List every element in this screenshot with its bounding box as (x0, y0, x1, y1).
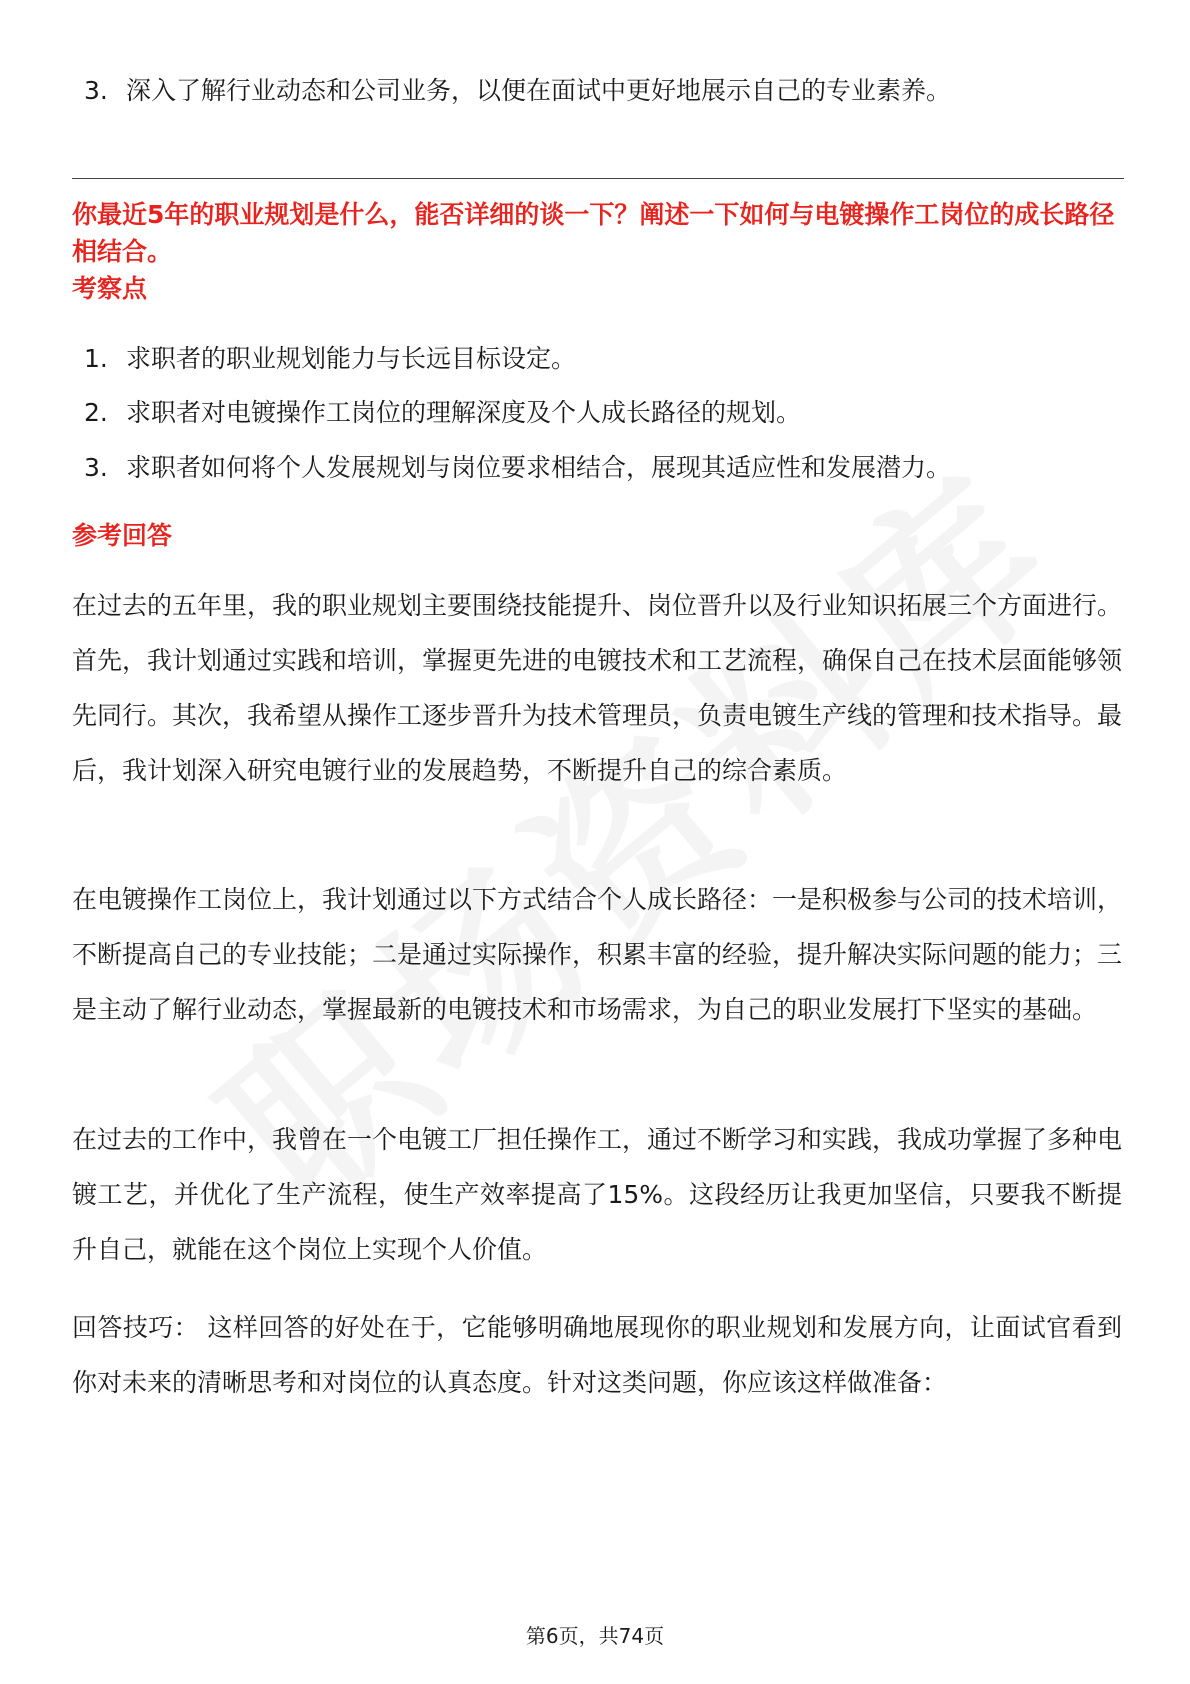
list-text: 深入了解行业动态和公司业务，以便在面试中更好地展示自己的专业素养。 (126, 76, 952, 105)
list-number: 3. (84, 453, 108, 482)
list-item (84, 451, 951, 485)
answer-tips-paragraph: 回答技巧： 这样回答的好处在于，它能够明确地展现你的职业规划和发展方向，让面试官看到你对未来的清晰思考和对岗位的认真态度。针对这类问题，你应该这样做准备： (72, 1313, 1122, 1397)
answer-paragraph: 在电镀操作工岗位上，我计划通过以下方式结合个人成长路径：一是积极参与公司的技术培训，不断提高自己的专业技能；二是通过实际操作，积累丰富的经验，提升解决实际问题的能力；三是主动了解行业动态，掌握最新的电镀技术和市场需求，为自己的职业发展打下坚实的基础。 (72, 885, 1123, 1024)
question-heading: 你最近5年的职业规划是什么，能否详细的谈一下？阐述一下如何与电镀操作工岗位的成长路径相结合。 (72, 200, 1115, 266)
divider (72, 178, 1124, 179)
list-text: 求职者的职业规划能力与长远目标设定。 (126, 344, 577, 373)
answer-title: 参考回答 (72, 521, 173, 550)
list-item (84, 74, 951, 108)
list-item (84, 342, 576, 376)
list-text: 求职者对电镀操作工岗位的理解深度及个人成长路径的规划。 (126, 398, 802, 427)
list-number: 3. (84, 76, 108, 105)
answer-paragraph: 在过去的五年里，我的职业规划主要围绕技能提升、岗位晋升以及行业知识拓展三个方面进行。首先，我计划通过实践和培训，掌握更先进的电镀技术和工艺流程，确保自己在技术层面能够领先同行。其次，我希望从操作工逐步晋升为技术管理员，负责电镀生产线的管理和技术指导。最后，我计划深入研究电镀行业的发展趋势，不断提升自己的综合素质。 (72, 591, 1123, 785)
list-number: 1. (84, 344, 108, 373)
page-number: 第6页，共74页 (525, 1624, 665, 1648)
list-number: 2. (84, 398, 108, 427)
answer-paragraph: 在过去的工作中，我曾在一个电镀工厂担任操作工，通过不断学习和实践，我成功掌握了多种电镀工艺，并优化了生产流程，使生产效率提高了15%。这段经历让我更加坚信，只要我不断提升自己，就能在这个岗位上实现个人价值。 (72, 1125, 1123, 1264)
assess-title: 考察点 (72, 274, 148, 303)
list-item (84, 396, 801, 430)
list-text: 求职者如何将个人发展规划与岗位要求相结合，展现其适应性和发展潜力。 (126, 453, 952, 482)
